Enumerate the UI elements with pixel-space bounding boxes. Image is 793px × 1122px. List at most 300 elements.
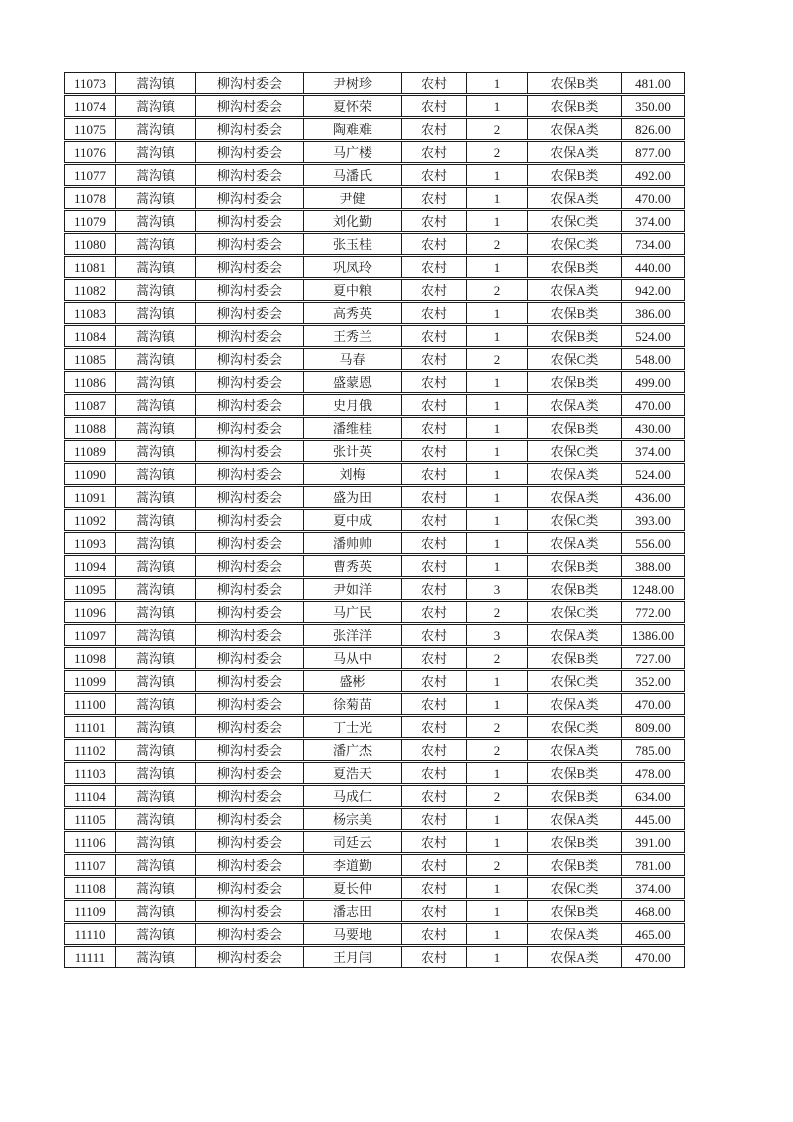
cell-id: 11077: [64, 164, 116, 186]
cell-type: 农村: [402, 739, 467, 761]
table-row: [64, 831, 685, 853]
cell-amount: 524.00: [622, 463, 685, 485]
cell-town: 蒿沟镇: [116, 486, 196, 508]
cell-village: 柳沟村委会: [196, 785, 304, 807]
table-row: [64, 785, 685, 807]
cell-village: 柳沟村委会: [196, 555, 304, 577]
cell-category: 农保A类: [528, 532, 622, 554]
cell-amount: 468.00: [622, 900, 685, 922]
cell-category: 农保C类: [528, 210, 622, 232]
cell-town: 蒿沟镇: [116, 302, 196, 324]
cell-town: 蒿沟镇: [116, 164, 196, 186]
cell-town: 蒿沟镇: [116, 946, 196, 968]
table-row: [64, 233, 685, 255]
cell-category: 农保B类: [528, 95, 622, 117]
cell-name: 潘广杰: [304, 739, 402, 761]
cell-village: 柳沟村委会: [196, 831, 304, 853]
cell-id: 11102: [64, 739, 116, 761]
cell-amount: 470.00: [622, 394, 685, 416]
cell-category: 农保A类: [528, 394, 622, 416]
cell-type: 农村: [402, 440, 467, 462]
cell-id: 11075: [64, 118, 116, 140]
cell-type: 农村: [402, 877, 467, 899]
cell-village: 柳沟村委会: [196, 808, 304, 830]
cell-type: 农村: [402, 532, 467, 554]
cell-type: 农村: [402, 555, 467, 577]
cell-id: 11083: [64, 302, 116, 324]
cell-town: 蒿沟镇: [116, 394, 196, 416]
cell-name: 徐菊苗: [304, 693, 402, 715]
cell-id: 11078: [64, 187, 116, 209]
cell-id: 11091: [64, 486, 116, 508]
cell-village: 柳沟村委会: [196, 95, 304, 117]
cell-count: 2: [467, 854, 528, 876]
cell-amount: 350.00: [622, 95, 685, 117]
cell-category: 农保A类: [528, 118, 622, 140]
cell-town: 蒿沟镇: [116, 463, 196, 485]
cell-amount: 1386.00: [622, 624, 685, 646]
cell-category: 农保B类: [528, 256, 622, 278]
cell-amount: 440.00: [622, 256, 685, 278]
cell-amount: 470.00: [622, 693, 685, 715]
cell-category: 农保A类: [528, 808, 622, 830]
table-row: [64, 762, 685, 784]
cell-category: 农保C类: [528, 440, 622, 462]
table-row: [64, 509, 685, 531]
table-row: [64, 256, 685, 278]
cell-count: 1: [467, 808, 528, 830]
cell-category: 农保B类: [528, 325, 622, 347]
cell-count: 1: [467, 670, 528, 692]
cell-town: 蒿沟镇: [116, 670, 196, 692]
cell-type: 农村: [402, 946, 467, 968]
cell-count: 2: [467, 716, 528, 738]
cell-type: 农村: [402, 808, 467, 830]
cell-village: 柳沟村委会: [196, 693, 304, 715]
cell-village: 柳沟村委会: [196, 302, 304, 324]
cell-village: 柳沟村委会: [196, 187, 304, 209]
cell-amount: 374.00: [622, 440, 685, 462]
cell-name: 潘志田: [304, 900, 402, 922]
cell-name: 马春: [304, 348, 402, 370]
cell-name: 盛蒙恩: [304, 371, 402, 393]
cell-name: 丁士光: [304, 716, 402, 738]
table-row: [64, 302, 685, 324]
cell-town: 蒿沟镇: [116, 440, 196, 462]
cell-category: 农保C类: [528, 716, 622, 738]
cell-type: 农村: [402, 279, 467, 301]
cell-count: 1: [467, 302, 528, 324]
cell-count: 1: [467, 509, 528, 531]
cell-town: 蒿沟镇: [116, 256, 196, 278]
cell-village: 柳沟村委会: [196, 509, 304, 531]
records-table: [64, 71, 685, 969]
cell-name: 盛彬: [304, 670, 402, 692]
cell-amount: 634.00: [622, 785, 685, 807]
cell-type: 农村: [402, 371, 467, 393]
cell-count: 2: [467, 279, 528, 301]
cell-count: 1: [467, 164, 528, 186]
cell-village: 柳沟村委会: [196, 578, 304, 600]
cell-category: 农保A类: [528, 486, 622, 508]
cell-id: 11096: [64, 601, 116, 623]
cell-id: 11103: [64, 762, 116, 784]
cell-category: 农保B类: [528, 578, 622, 600]
cell-type: 农村: [402, 463, 467, 485]
cell-village: 柳沟村委会: [196, 348, 304, 370]
cell-id: 11089: [64, 440, 116, 462]
cell-name: 张玉桂: [304, 233, 402, 255]
cell-count: 1: [467, 486, 528, 508]
cell-village: 柳沟村委会: [196, 532, 304, 554]
cell-amount: 492.00: [622, 164, 685, 186]
cell-id: 11106: [64, 831, 116, 853]
table-row: [64, 923, 685, 945]
cell-village: 柳沟村委会: [196, 946, 304, 968]
cell-village: 柳沟村委会: [196, 164, 304, 186]
cell-name: 马从中: [304, 647, 402, 669]
cell-amount: 772.00: [622, 601, 685, 623]
cell-town: 蒿沟镇: [116, 118, 196, 140]
cell-town: 蒿沟镇: [116, 601, 196, 623]
cell-village: 柳沟村委会: [196, 670, 304, 692]
cell-name: 刘梅: [304, 463, 402, 485]
cell-name: 王月闫: [304, 946, 402, 968]
cell-id: 11100: [64, 693, 116, 715]
cell-name: 马广民: [304, 601, 402, 623]
cell-amount: 352.00: [622, 670, 685, 692]
cell-count: 2: [467, 118, 528, 140]
cell-amount: 481.00: [622, 72, 685, 94]
cell-amount: 942.00: [622, 279, 685, 301]
cell-id: 11082: [64, 279, 116, 301]
cell-type: 农村: [402, 762, 467, 784]
cell-village: 柳沟村委会: [196, 877, 304, 899]
cell-type: 农村: [402, 831, 467, 853]
cell-type: 农村: [402, 854, 467, 876]
cell-category: 农保B类: [528, 762, 622, 784]
cell-amount: 556.00: [622, 532, 685, 554]
cell-category: 农保A类: [528, 463, 622, 485]
cell-id: 11108: [64, 877, 116, 899]
cell-amount: 781.00: [622, 854, 685, 876]
cell-category: 农保B类: [528, 854, 622, 876]
table-row: [64, 578, 685, 600]
cell-type: 农村: [402, 785, 467, 807]
table-row: [64, 808, 685, 830]
cell-category: 农保B类: [528, 555, 622, 577]
table-row: [64, 187, 685, 209]
cell-town: 蒿沟镇: [116, 923, 196, 945]
cell-amount: 445.00: [622, 808, 685, 830]
cell-category: 农保A类: [528, 624, 622, 646]
cell-town: 蒿沟镇: [116, 555, 196, 577]
cell-count: 3: [467, 578, 528, 600]
cell-type: 农村: [402, 348, 467, 370]
cell-count: 1: [467, 440, 528, 462]
cell-id: 11110: [64, 923, 116, 945]
cell-id: 11093: [64, 532, 116, 554]
cell-town: 蒿沟镇: [116, 233, 196, 255]
cell-name: 高秀英: [304, 302, 402, 324]
cell-type: 农村: [402, 693, 467, 715]
cell-amount: 470.00: [622, 946, 685, 968]
cell-name: 杨宗美: [304, 808, 402, 830]
cell-type: 农村: [402, 417, 467, 439]
cell-count: 1: [467, 256, 528, 278]
cell-name: 马广楼: [304, 141, 402, 163]
cell-amount: 734.00: [622, 233, 685, 255]
cell-count: 2: [467, 739, 528, 761]
cell-village: 柳沟村委会: [196, 923, 304, 945]
cell-category: 农保A类: [528, 946, 622, 968]
cell-id: 11084: [64, 325, 116, 347]
cell-name: 陶难难: [304, 118, 402, 140]
cell-category: 农保C类: [528, 348, 622, 370]
table-row: [64, 394, 685, 416]
table-row: [64, 624, 685, 646]
cell-name: 尹健: [304, 187, 402, 209]
cell-id: 11111: [64, 946, 116, 968]
cell-amount: 785.00: [622, 739, 685, 761]
cell-id: 11097: [64, 624, 116, 646]
cell-category: 农保B类: [528, 164, 622, 186]
table-row: [64, 854, 685, 876]
cell-name: 史月俄: [304, 394, 402, 416]
table-row: [64, 463, 685, 485]
cell-count: 1: [467, 325, 528, 347]
cell-type: 农村: [402, 601, 467, 623]
cell-name: 潘帅帅: [304, 532, 402, 554]
cell-name: 王秀兰: [304, 325, 402, 347]
table-row: [64, 118, 685, 140]
cell-town: 蒿沟镇: [116, 417, 196, 439]
cell-category: 农保A类: [528, 187, 622, 209]
table-row: [64, 693, 685, 715]
cell-id: 11104: [64, 785, 116, 807]
cell-count: 1: [467, 900, 528, 922]
table-row: [64, 95, 685, 117]
cell-type: 农村: [402, 394, 467, 416]
table-row: [64, 900, 685, 922]
cell-count: 1: [467, 95, 528, 117]
cell-type: 农村: [402, 233, 467, 255]
cell-type: 农村: [402, 187, 467, 209]
cell-name: 夏长仲: [304, 877, 402, 899]
cell-name: 夏中成: [304, 509, 402, 531]
cell-town: 蒿沟镇: [116, 578, 196, 600]
cell-id: 11101: [64, 716, 116, 738]
cell-town: 蒿沟镇: [116, 762, 196, 784]
cell-village: 柳沟村委会: [196, 417, 304, 439]
cell-name: 刘化勤: [304, 210, 402, 232]
cell-town: 蒿沟镇: [116, 808, 196, 830]
cell-type: 农村: [402, 624, 467, 646]
cell-category: 农保A类: [528, 279, 622, 301]
cell-name: 潘维桂: [304, 417, 402, 439]
cell-town: 蒿沟镇: [116, 348, 196, 370]
cell-amount: 826.00: [622, 118, 685, 140]
cell-village: 柳沟村委会: [196, 118, 304, 140]
cell-id: 11098: [64, 647, 116, 669]
cell-id: 11079: [64, 210, 116, 232]
cell-town: 蒿沟镇: [116, 854, 196, 876]
cell-name: 曹秀英: [304, 555, 402, 577]
cell-count: 1: [467, 210, 528, 232]
cell-type: 农村: [402, 95, 467, 117]
cell-category: 农保B类: [528, 647, 622, 669]
cell-type: 农村: [402, 900, 467, 922]
cell-village: 柳沟村委会: [196, 325, 304, 347]
cell-count: 1: [467, 923, 528, 945]
cell-amount: 391.00: [622, 831, 685, 853]
cell-town: 蒿沟镇: [116, 877, 196, 899]
cell-town: 蒿沟镇: [116, 900, 196, 922]
cell-type: 农村: [402, 118, 467, 140]
table-row: [64, 348, 685, 370]
table-row: [64, 555, 685, 577]
cell-category: 农保A类: [528, 739, 622, 761]
cell-category: 农保B类: [528, 72, 622, 94]
table-row: [64, 946, 685, 968]
cell-town: 蒿沟镇: [116, 532, 196, 554]
cell-village: 柳沟村委会: [196, 371, 304, 393]
cell-count: 1: [467, 463, 528, 485]
cell-village: 柳沟村委会: [196, 72, 304, 94]
cell-town: 蒿沟镇: [116, 72, 196, 94]
cell-village: 柳沟村委会: [196, 233, 304, 255]
cell-village: 柳沟村委会: [196, 716, 304, 738]
cell-count: 1: [467, 693, 528, 715]
cell-category: 农保C类: [528, 509, 622, 531]
cell-count: 1: [467, 187, 528, 209]
cell-type: 农村: [402, 486, 467, 508]
cell-amount: 727.00: [622, 647, 685, 669]
cell-town: 蒿沟镇: [116, 279, 196, 301]
table-row: [64, 739, 685, 761]
cell-village: 柳沟村委会: [196, 762, 304, 784]
cell-village: 柳沟村委会: [196, 210, 304, 232]
cell-amount: 877.00: [622, 141, 685, 163]
cell-count: 1: [467, 762, 528, 784]
table-row: [64, 141, 685, 163]
cell-id: 11099: [64, 670, 116, 692]
cell-town: 蒿沟镇: [116, 210, 196, 232]
cell-village: 柳沟村委会: [196, 463, 304, 485]
cell-amount: 548.00: [622, 348, 685, 370]
cell-town: 蒿沟镇: [116, 739, 196, 761]
cell-category: 农保A类: [528, 693, 622, 715]
cell-id: 11087: [64, 394, 116, 416]
cell-village: 柳沟村委会: [196, 141, 304, 163]
cell-count: 1: [467, 946, 528, 968]
cell-count: 3: [467, 624, 528, 646]
cell-id: 11086: [64, 371, 116, 393]
cell-id: 11074: [64, 95, 116, 117]
cell-town: 蒿沟镇: [116, 371, 196, 393]
cell-count: 1: [467, 417, 528, 439]
cell-village: 柳沟村委会: [196, 440, 304, 462]
cell-village: 柳沟村委会: [196, 624, 304, 646]
cell-town: 蒿沟镇: [116, 831, 196, 853]
cell-count: 1: [467, 72, 528, 94]
cell-amount: 430.00: [622, 417, 685, 439]
cell-village: 柳沟村委会: [196, 601, 304, 623]
table-row: [64, 164, 685, 186]
cell-count: 2: [467, 141, 528, 163]
cell-town: 蒿沟镇: [116, 141, 196, 163]
table-row: [64, 486, 685, 508]
cell-id: 11088: [64, 417, 116, 439]
cell-type: 农村: [402, 256, 467, 278]
cell-id: 11090: [64, 463, 116, 485]
cell-amount: 478.00: [622, 762, 685, 784]
cell-id: 11073: [64, 72, 116, 94]
cell-name: 李道勤: [304, 854, 402, 876]
cell-type: 农村: [402, 647, 467, 669]
table-row: [64, 210, 685, 232]
cell-count: 1: [467, 394, 528, 416]
table-row: [64, 532, 685, 554]
table-row: [64, 601, 685, 623]
cell-id: 11085: [64, 348, 116, 370]
cell-id: 11107: [64, 854, 116, 876]
cell-amount: 436.00: [622, 486, 685, 508]
cell-count: 1: [467, 371, 528, 393]
cell-name: 张计英: [304, 440, 402, 462]
cell-type: 农村: [402, 302, 467, 324]
cell-name: 尹树珍: [304, 72, 402, 94]
cell-amount: 470.00: [622, 187, 685, 209]
table-row: [64, 72, 685, 94]
cell-town: 蒿沟镇: [116, 187, 196, 209]
cell-count: 1: [467, 831, 528, 853]
table-row: [64, 417, 685, 439]
cell-count: 1: [467, 532, 528, 554]
cell-name: 巩凤玲: [304, 256, 402, 278]
cell-category: 农保A类: [528, 141, 622, 163]
table-row: [64, 647, 685, 669]
cell-village: 柳沟村委会: [196, 739, 304, 761]
cell-type: 农村: [402, 923, 467, 945]
cell-category: 农保C类: [528, 877, 622, 899]
cell-category: 农保C类: [528, 233, 622, 255]
cell-amount: 388.00: [622, 555, 685, 577]
cell-count: 2: [467, 785, 528, 807]
cell-category: 农保B类: [528, 785, 622, 807]
table-row: [64, 440, 685, 462]
cell-village: 柳沟村委会: [196, 256, 304, 278]
cell-id: 11105: [64, 808, 116, 830]
cell-type: 农村: [402, 164, 467, 186]
cell-name: 夏中粮: [304, 279, 402, 301]
cell-type: 农村: [402, 509, 467, 531]
table-row: [64, 877, 685, 899]
cell-type: 农村: [402, 141, 467, 163]
cell-amount: 1248.00: [622, 578, 685, 600]
cell-name: 司廷云: [304, 831, 402, 853]
table-row: [64, 325, 685, 347]
cell-id: 11109: [64, 900, 116, 922]
cell-id: 11076: [64, 141, 116, 163]
cell-type: 农村: [402, 210, 467, 232]
cell-village: 柳沟村委会: [196, 854, 304, 876]
cell-id: 11092: [64, 509, 116, 531]
cell-amount: 386.00: [622, 302, 685, 324]
cell-type: 农村: [402, 72, 467, 94]
cell-category: 农保B类: [528, 900, 622, 922]
cell-town: 蒿沟镇: [116, 509, 196, 531]
